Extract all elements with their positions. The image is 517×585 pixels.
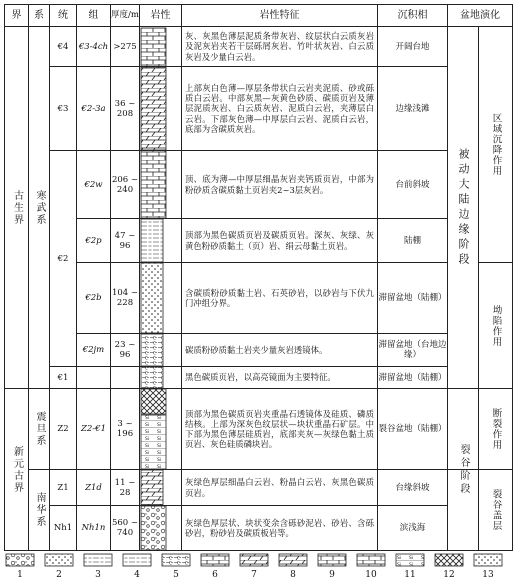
legend-swatch [279,554,307,566]
facies-cell: 滞留盆地（陆棚） [378,372,447,383]
facies-cell: 滞留盆地（台地边缘） [378,340,447,360]
facies-cell: 裂谷盆地（陆棚） [378,424,447,434]
series-nh1: Nh1 [53,523,73,533]
legend-swatch [435,554,463,566]
features-cell: 上部灰白色薄—厚层条带状白云岩夹泥质、砂或砾质白云岩。中部灰黑—灰黄色砂质、碳质页岩及薄层泥质灰岩、白云质灰岩、泥质白云岩，夹薄层白云岩。下部灰色薄—中厚层白云岩、泥质白云岩，底部为含碳质灰岩。 [185,82,374,134]
basin-rifting: 断裂作用 [490,408,502,450]
formation-cell: €2w [84,179,103,190]
features-cell: 含碳质粉砂质黏土岩、石英砂岩，以砂岩与下伏九门冲组分界。 [185,287,374,308]
system-cambrian: 寒武系 [34,189,45,226]
formation-cell: €2p [85,235,102,246]
features-cell: 顶部为黑色碳质页岩及碳质页岩。深灰、灰绿、灰黄色粉砂质黏土（页）岩、绢云母黏土页岩。 [185,230,374,251]
features-cell: 碳质粉砂质黏土岩夹少量灰岩透镜体。 [185,344,328,355]
features-cell: 灰绿色厚层状、块状变余含砾砂泥岩、砂岩、含砾砂岩，粉砂岩及碳质板岩等。 [185,517,374,538]
formation-cell: €2-3a [81,103,106,114]
thickness-cell: 11 ~ 28 [114,477,136,498]
header-tong: 统 [58,9,68,21]
features-cell: 顶、底为薄—中厚层细晶灰岩夹钙质页岩，中部为粉砂质含碳质黏土页岩夹2~3层灰岩。 [185,174,374,195]
facies-cell: 滨浅海 [399,523,426,533]
header-basin: 盆地演化 [460,9,500,21]
legend-swatch [123,554,151,566]
legend-number: 4 [134,570,140,580]
legend-swatch [201,554,229,566]
era-neoproterozoic: 新元古界 [11,445,23,494]
facies-cell: 台前斜坡 [395,179,430,190]
formation-cell: €3-4ch [78,41,109,52]
header-lithology: 岩性 [150,9,171,21]
basin-rift-stage: 裂谷阶段 [458,443,469,496]
series-z1: Z1 [57,482,69,493]
header-thickness: 厚度/m [111,10,139,20]
series-e2: €2 [57,253,69,264]
basin-passive-margin: 被动大陆边缘阶段 [457,147,470,268]
formation-cell: Z2-€1 [80,424,106,434]
thickness-cell: 3 ~ 196 [116,419,134,439]
thickness-cell: 23 ~ 96 [114,340,136,360]
series-z2: Z2 [57,424,69,434]
header-zu: 组 [88,9,99,21]
features-cell: 灰绿色厚层细晶白云岩、粉晶白云岩、灰黑色碳质页岩。 [185,477,374,498]
legend-number: 2 [56,570,62,580]
legend-swatch [318,554,346,566]
system-sinian: 震旦系 [34,411,45,447]
formation-cell: Z1d [85,482,102,493]
legend-swatch [45,554,73,566]
legend-swatch [357,554,385,566]
legend-number: 10 [365,570,377,580]
series-e1: €1 [57,372,69,383]
header-xi: 系 [34,9,44,21]
formation-cell: Nh1n [81,523,106,533]
legend-number: 8 [290,570,296,580]
legend-swatch [6,554,34,566]
features-cell: 顶部为黑色碳质页岩夹重晶石透镜体及硅质、磷质结核。上部为深灰色纹层状—块状重晶石矿层。中下部为黑色薄层硅质岩，底部夹灰—灰绿色黏土质页岩、灰色硅质磷块岩。 [185,408,374,450]
formation-cell: €2jm [82,345,105,355]
thickness-cell: 104 ~ 228 [111,288,139,308]
series-e3: €3 [57,103,69,114]
era-paleozoic: 古生界 [11,189,23,226]
legend-number: 9 [329,570,335,580]
formation-cell: €2b [85,293,102,303]
facies-cell: 开阔台地 [395,41,430,52]
thickness-cell: 47 ~ 96 [114,230,136,251]
series-e4: €4 [57,41,69,52]
legend-number: 12 [443,570,455,580]
basin-rift-cover: 裂谷盖层 [490,489,502,531]
legend-swatch [84,554,112,566]
basin-regional-subsidence: 区域沉降作用 [490,113,502,176]
facies-cell: 陆棚 [403,235,421,246]
thickness-cell: >275 [113,41,137,52]
features-cell: 灰、灰黑色薄层泥质条带灰岩、纹层状白云质灰岩及泥灰岩夹若干层砾屑灰岩、竹叶状灰岩、白云质灰岩及少量白云岩。 [185,31,374,62]
legend-swatch [240,554,268,566]
header-features: 岩性特征 [259,9,300,21]
header-facies: 沉积相 [397,9,428,21]
header-jie: 界 [11,9,22,21]
legend-number: 7 [251,570,257,580]
legend-number: 3 [95,570,101,580]
legend-number: 6 [212,570,218,580]
thickness-cell: 36 ~ 208 [114,98,136,119]
legend-number: 11 [404,570,416,580]
legend-number: 5 [173,570,179,580]
thickness-cell: 560 ~ 740 [111,518,139,538]
facies-cell: 边缘浅滩 [395,103,430,114]
facies-cell: 台缘斜坡 [395,482,430,493]
legend-swatch [474,554,502,566]
system-nanhua: 南华系 [34,492,45,528]
thickness-cell: 206 ~ 240 [111,174,139,195]
legend-number: 1 [17,570,23,580]
features-cell: 黑色碳质页岩，以高亮镜面为主要特征。 [185,372,336,383]
legend-swatch [396,554,424,566]
legend-number: 13 [482,570,494,580]
legend-swatch [162,554,190,566]
basin-collapse: 坳陷作用 [490,304,502,347]
facies-cell: 滞留盆地（陆棚） [378,293,447,303]
